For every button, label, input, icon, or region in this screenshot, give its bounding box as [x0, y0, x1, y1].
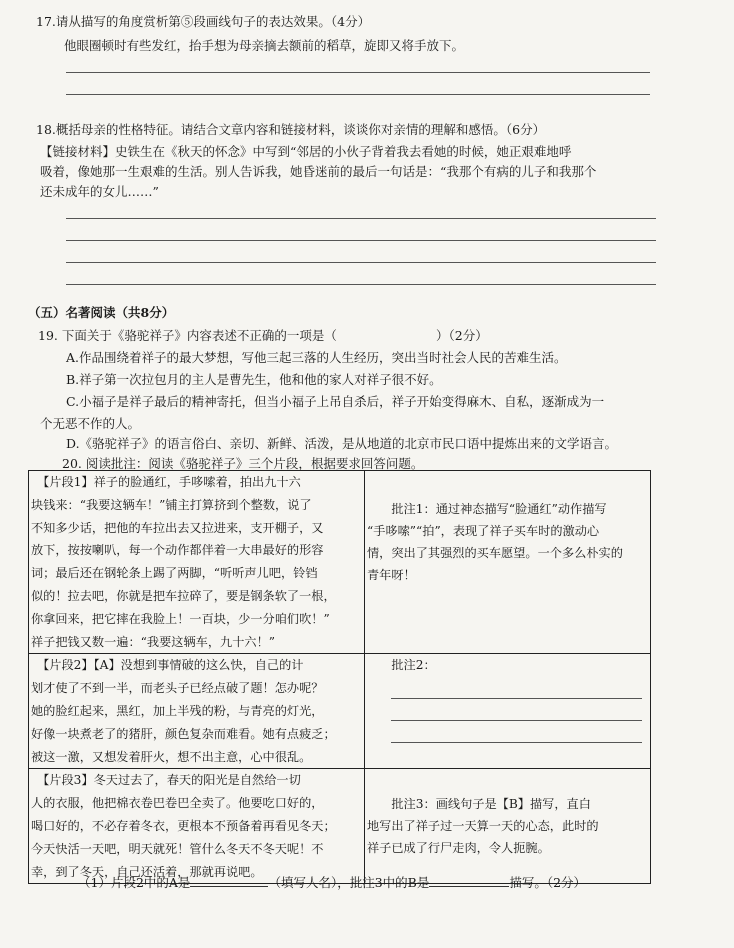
- note-line: 批注1：通过神态描写“脸通红”动作描写: [367, 502, 607, 517]
- note-2-answer-line[interactable]: [391, 698, 642, 699]
- note-line: 地写出了祥子过一天算一天的心态，此时的: [367, 819, 599, 834]
- passage-line: 似的！拉去吧，你就是把车拉碎了，要是钢条软了一根，: [31, 588, 336, 603]
- q20-sub1: [78, 874, 586, 891]
- answer-line: [66, 94, 650, 95]
- q18-prompt: 18.概括母亲的性格特征。请结合文章内容和链接材料，谈谈你对亲情的理解和感悟。（6分）: [36, 122, 546, 137]
- passage-line: 块钱来：“我要这辆车！”铺主打算挤到个整数，说了: [31, 497, 312, 512]
- passage-3: [29, 769, 365, 884]
- q18-material-line-2: 吸着，像她那一生艰难的生活。别人告诉我，她昏迷前的最后一句话是：“我那个有病的儿子和我那个: [40, 164, 597, 179]
- passage-line: 喝口好的，不必存着冬衣，更根本不预备着再看见冬天；: [31, 818, 336, 833]
- table-row: [29, 471, 651, 654]
- passage-line: 【片段3】冬天过去了，春天的阳光是自然给一切: [31, 773, 301, 788]
- q20-sub1-text-c: 描写。（2分）: [509, 875, 587, 890]
- q19-option-c-cont: 个无恶不作的人。: [40, 416, 141, 431]
- note-3: [365, 769, 651, 884]
- q20-sub1-text-b: （填写人名），批注3中的B是: [268, 875, 430, 890]
- passage-1: [29, 471, 365, 654]
- note-2: [365, 654, 651, 769]
- passage-line: 今天快活一天吧，明天就死！管什么冬天不冬天呢！不: [31, 841, 324, 856]
- note-line: “手哆嗦”“拍”，表现了祥子买车时的激动心: [367, 524, 600, 539]
- blank-b-input[interactable]: [429, 874, 509, 887]
- passage-line: 好像一块煮老了的猪肝，颜色复杂而难看。她有点疲乏；: [31, 726, 336, 741]
- answer-line: [66, 240, 656, 241]
- note-line: 青年呀！: [367, 568, 416, 583]
- passage-line: 放下，按按喇叭，每一个动作都伴着一大串最好的形容: [31, 543, 324, 558]
- table-row: [29, 769, 651, 884]
- note-2-label: 批注2：: [367, 658, 436, 673]
- passage-line: 幸，到了冬天，自己还活着，那就再说吧。: [31, 864, 263, 879]
- passage-2: [29, 654, 365, 769]
- note-2-answer-line[interactable]: [391, 742, 642, 743]
- passage-line: 你拿回来，把它摔在我脸上！一百块，少一分咱们吹！”: [31, 611, 330, 626]
- blank-a-input[interactable]: [190, 874, 268, 887]
- annotation-table: [28, 470, 651, 884]
- passage-line: 人的衣服，他把棉衣卷巴卷巴全卖了。他要吃口好的，: [31, 796, 324, 811]
- q19-prompt-right: ）（2分）: [436, 328, 488, 343]
- note-line: 情，突出了其强烈的买车愿望。一个多么朴实的: [367, 546, 623, 561]
- q19-option-c: C.小福子是祥子最后的精神寄托，但当小福子上吊自杀后，祥子开始变得麻木、自私，逐渐成为一: [66, 394, 605, 409]
- passage-line: 被这一激，又想发着肝火，想不出主意，心中很乱。: [31, 749, 312, 764]
- note-line: 祥子已成了行尸走肉，令人扼腕。: [367, 841, 550, 856]
- passage-line: 【片段2】【A】没想到事情破的这么快，自己的计: [31, 658, 304, 673]
- passage-line: 划才使了不到一半，而老头子已经点破了题！怎办呢？: [31, 681, 324, 696]
- table-row: [29, 654, 651, 769]
- q20-sub1-text-a: （1）片段2中的A是: [78, 875, 191, 890]
- q20-prompt: 20. 阅读批注：阅读《骆驼祥子》三个片段，根据要求回答问题。: [62, 456, 424, 471]
- q19-option-b: B.祥子第一次拉包月的主人是曹先生，他和他的家人对祥子很不好。: [66, 372, 442, 387]
- passage-line: 祥子把钱又数一遍：“我要这辆车，九十六！”: [31, 634, 276, 649]
- passage-line: 【片段1】祥子的脸通红，手哆嗦着，拍出九十六: [31, 475, 301, 489]
- q19-prompt-left: 19. 下面关于《骆驼祥子》内容表述不正确的一项是（: [38, 328, 337, 343]
- q17-sentence: 他眼圈顿时有些发红，抬手想为母亲摘去额前的稻草，旋即又将手放下。: [64, 38, 465, 53]
- answer-line: [66, 218, 656, 219]
- passage-line: 词；最后还在钢轮条上踢了两脚，“听听声儿吧，铃铛: [31, 566, 318, 581]
- note-2-answer-line[interactable]: [391, 720, 642, 721]
- q17-prompt: 17.请从描写的角度赏析第⑤段画线句子的表达效果。（4分）: [36, 14, 371, 29]
- q19-option-d: D.《骆驼祥子》的语言俗白、亲切、新鲜、活泼，是从地道的北京市民口语中提炼出来的文学语言。: [66, 436, 618, 451]
- q19-option-a: A.作品围绕着祥子的最大梦想，写他三起三落的人生经历，突出当时社会人民的苦难生活。: [66, 350, 567, 365]
- q18-material-line-1: 【链接材料】史铁生在《秋天的怀念》中写到“邻居的小伙子背着我去看她的时候，她正艰难地呼: [40, 144, 572, 159]
- note-1: [365, 471, 651, 654]
- passage-line: 不知多少话，把他的车拉出去又拉进来，支开棚子，又: [31, 520, 324, 535]
- q18-material-line-3: 还未成年的女儿……”: [40, 184, 159, 199]
- answer-line: [66, 72, 650, 73]
- note-line: 批注3：画线句子是【B】描写，直白: [367, 797, 591, 812]
- section-heading: （五）名著阅读（共8分）: [28, 305, 175, 320]
- answer-line: [66, 284, 656, 285]
- answer-line: [66, 262, 656, 263]
- passage-line: 她的脸红起来，黑红，加上半残的粉，与青亮的灯光，: [31, 703, 324, 718]
